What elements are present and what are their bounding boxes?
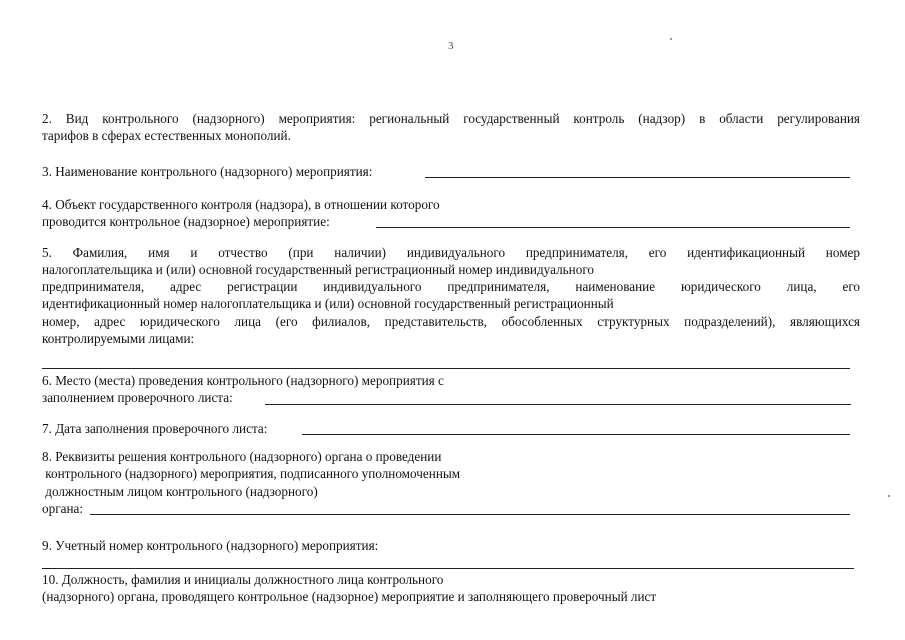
item-8-line-4: органа: [42, 501, 84, 516]
item-4-fill-line[interactable] [376, 227, 850, 228]
item-5-line-2: налогоплательщика и (или) основной государственный регистрационный номер индивидуального [42, 262, 594, 277]
item-5-line-6: контролируемыми лицами: [42, 331, 195, 346]
item-10-line-1: 10. Должность, фамилия и инициалы должностного лица контрольного [42, 572, 444, 587]
item-3-label: 3. Наименование контрольного (надзорного) мероприятия: [42, 164, 373, 179]
item-6-fill-line[interactable] [265, 404, 851, 405]
scan-speck [670, 38, 672, 40]
item-7-fill-line[interactable] [302, 434, 850, 435]
item-2-line-1: 2. Вид контрольного (надзорного) мероприятия: региональный государственный контроль (надзор) в области регулирования [42, 111, 860, 126]
item-8-line-3: должностным лицом контрольного (надзорного) [42, 484, 318, 499]
item-8-fill-line[interactable] [90, 514, 850, 515]
item-10-line-2: (надзорного) органа, проводящего контрольное (надзорное) мероприятие и заполняющего проверочный лист [42, 589, 657, 604]
item-8-line-1: 8. Реквизиты решения контрольного (надзорного) органа о проведении [42, 449, 442, 464]
item-9-label: 9. Учетный номер контрольного (надзорного) мероприятия: [42, 538, 379, 553]
item-3-fill-line[interactable] [425, 177, 850, 178]
item-5-line-5: номер, адрес юридического лица (его филиалов, представительств, обособленных структурных подразделений), являющихся [42, 314, 860, 329]
scan-speck [888, 495, 890, 497]
page-number: 3 [448, 40, 454, 52]
item-5-line-4: идентификационный номер налогоплательщика и (или) основной государственный регистрационный [42, 296, 614, 311]
item-5-line-3: предпринимателя, адрес регистрации индивидуального предпринимателя, наименование юридического лица, его [42, 279, 860, 294]
item-4-line-1: 4. Объект государственного контроля (надзора), в отношении которого [42, 197, 440, 212]
item-6-line-1: 6. Место (места) проведения контрольного (надзорного) мероприятия с [42, 373, 444, 388]
item-5-line-1: 5. Фамилия, имя и отчество (при наличии) индивидуального предпринимателя, его идентификационный номер [42, 245, 860, 260]
item-4-line-2: проводится контрольное (надзорное) мероприятие: [42, 214, 330, 229]
item-8-line-2: контрольного (надзорного) мероприятия, подписанного уполномоченным [42, 466, 461, 481]
item-6-line-2: заполнением проверочного листа: [42, 390, 233, 405]
item-7-label: 7. Дата заполнения проверочного листа: [42, 421, 268, 436]
item-5-fill-line[interactable] [42, 368, 850, 369]
item-2-line-2: тарифов в сферах естественных монополий. [42, 128, 291, 143]
item-9-fill-line[interactable] [42, 568, 854, 569]
